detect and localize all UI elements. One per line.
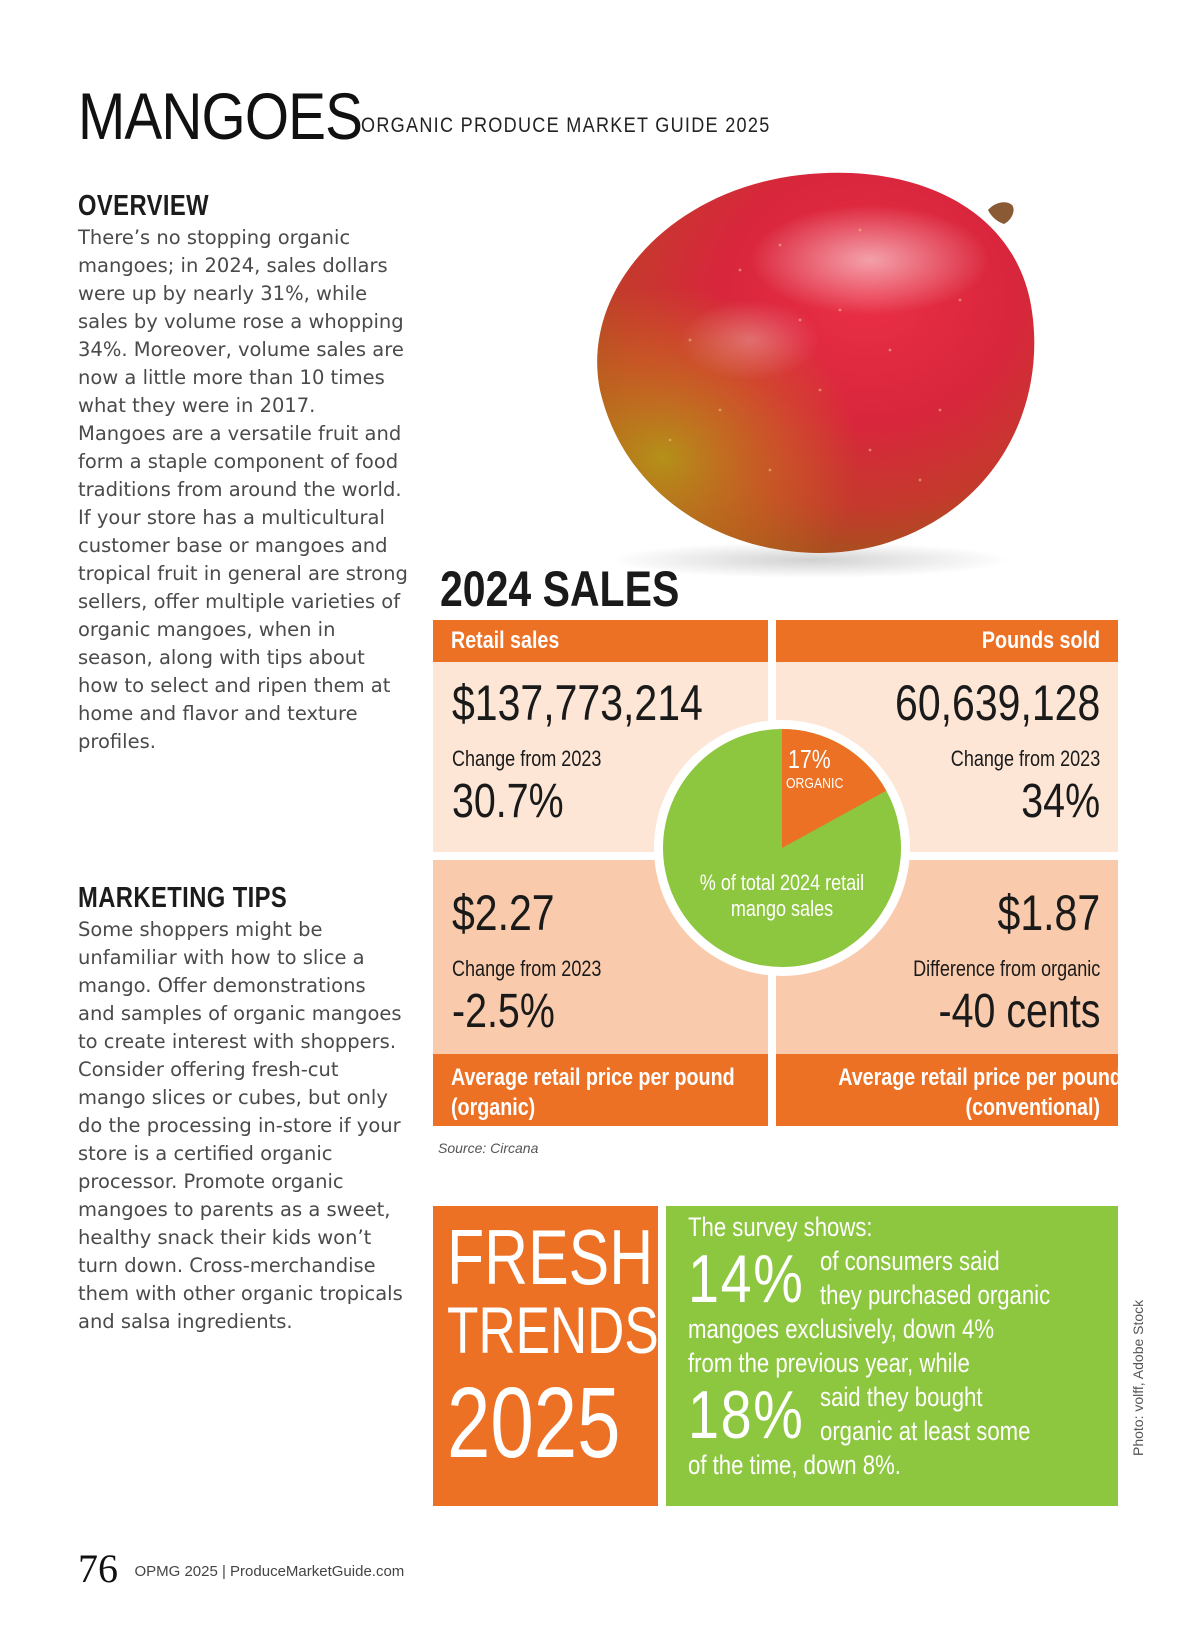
pounds-sold-label: Pounds sold	[981, 627, 1100, 654]
overview-heading: OVERVIEW	[78, 190, 210, 222]
pie-caption-line1: % of total 2024 retail	[699, 871, 865, 896]
survey-intro: The survey shows:	[688, 1212, 873, 1242]
pie-caption-line2: mango sales	[730, 897, 834, 922]
survey-line-3: mangoes exclusively, down 4%	[688, 1314, 995, 1344]
mango-photo	[540, 150, 1070, 590]
conventional-price-label-line1: Average retail price per pound	[838, 1064, 1122, 1091]
retail-sales-value: $137,773,214	[452, 675, 703, 731]
page-footer	[78, 1545, 404, 1592]
marketing-tips-text: Some shoppers might be unfamiliar with how to slice a mango. Offer demonstrations and samples of organic mangoes to create interest with shoppers. Consider offering fresh-cut mango slices or cubes, but only do the processing in-store if your store is a certified organic processor. Promote organic mangoes to parents as a sweet, healthy snack their kids won’t turn down. Cross-merchandise them with other organic tropicals and salsa ingredients.	[78, 918, 403, 1333]
retail-change-label: Change from 2023	[452, 746, 602, 771]
retail-change-value: 30.7%	[452, 775, 564, 828]
pie-organic-percent: 17%	[788, 745, 831, 775]
survey-box	[666, 1206, 1118, 1506]
organic-price-change-value: -2.5%	[452, 985, 555, 1038]
survey-line-1: of consumers said	[820, 1246, 1000, 1276]
organic-price-bar	[433, 1054, 768, 1126]
survey-line-2: they purchased organic	[820, 1280, 1051, 1310]
page-subtitle: ORGANIC PRODUCE MARKET GUIDE 2025	[361, 114, 771, 137]
conventional-difference-value: -40 cents	[938, 985, 1100, 1038]
fresh-trends-box	[433, 1206, 658, 1506]
organic-price-value: $2.27	[452, 885, 555, 941]
survey-line-5: said they bought	[820, 1382, 983, 1412]
conventional-difference-label: Difference from organic	[912, 956, 1100, 981]
organic-price-label-line2: (organic)	[451, 1094, 536, 1121]
overview-text: There’s no stopping organic mangoes; in 2024, sales dollars were up by nearly 31%, while sales by volume rose a whopping 34%. Moreover, volume sales are now a little more than 10 times what they were in 2017. Mangoes are a versatile fruit and form a staple component of food traditions from around the world. If your store has a multicultural customer base or mangoes and tropical fruit in general are strong sellers, offer multiple varieties of organic mangoes, when in season, along with tips about how to select and ripen them at home and flavor and texture profiles.	[78, 226, 408, 753]
source-note: Source: Circana	[438, 1140, 539, 1156]
conventional-price-bar	[776, 1054, 1122, 1126]
survey-stat-some: 18%	[688, 1377, 805, 1453]
page-number: 76	[78, 1546, 118, 1591]
footer-text: OPMG 2025 | ProduceMarketGuide.com	[134, 1563, 405, 1580]
fresh-word: FRESH	[447, 1213, 654, 1301]
organic-share-pie-chart	[652, 718, 912, 978]
pounds-sold-bar	[776, 620, 1118, 662]
retail-sales-bar	[433, 620, 768, 662]
survey-line-4: from the previous year, while	[688, 1348, 970, 1378]
marketing-tips-heading: MARKETING TIPS	[78, 882, 288, 914]
page-header	[78, 78, 771, 153]
survey-stat-exclusive: 14%	[688, 1241, 805, 1317]
survey-line-6: organic at least some	[820, 1416, 1031, 1446]
photo-credit: Photo: volff, Adobe Stock	[1130, 1299, 1146, 1456]
pounds-sold-value: 60,639,128	[894, 675, 1100, 731]
organic-price-label-line1: Average retail price per pound	[451, 1064, 735, 1091]
survey-line-7: of the time, down 8%.	[688, 1450, 901, 1480]
retail-sales-label: Retail sales	[451, 627, 560, 654]
trends-year: 2025	[447, 1367, 621, 1479]
conventional-price-label-line2: (conventional)	[965, 1094, 1100, 1121]
page-title: MANGOES	[78, 79, 363, 153]
trends-word: TRENDS	[447, 1293, 659, 1367]
organic-price-change-label: Change from 2023	[452, 956, 602, 981]
pounds-change-value: 34%	[1021, 775, 1100, 828]
conventional-price-value: $1.87	[997, 885, 1100, 941]
pie-organic-label: ORGANIC	[786, 774, 844, 792]
sales-title: 2024 SALES	[440, 561, 680, 617]
pounds-change-label: Change from 2023	[950, 746, 1100, 771]
